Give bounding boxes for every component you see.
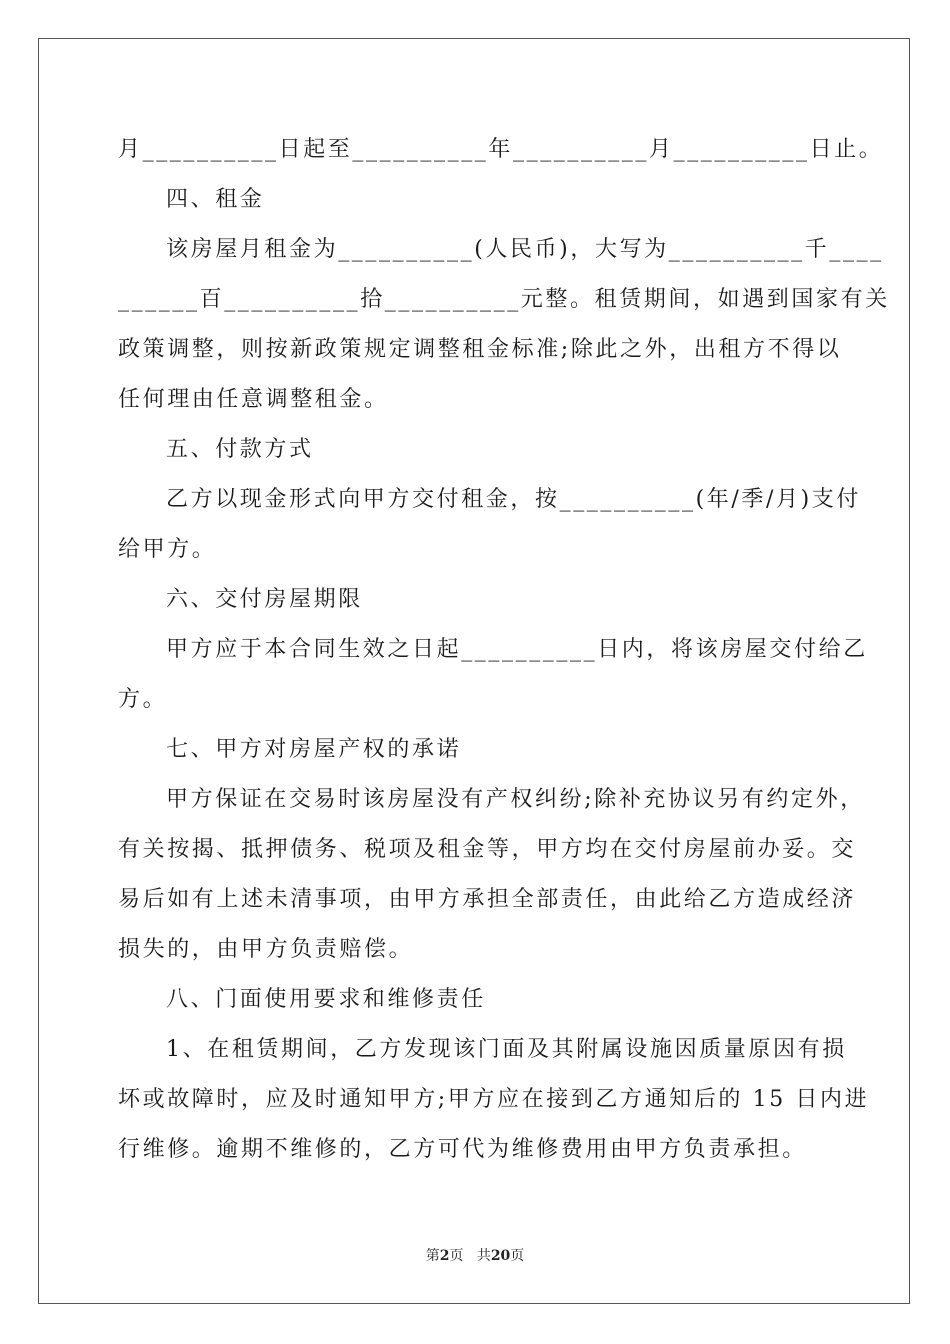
text-line: 损失的，由甲方负责赔偿。 (118, 937, 414, 962)
page-footer (0, 1245, 950, 1265)
section-heading-maintenance: 八、门面使用要求和维修责任 (166, 987, 486, 1012)
text-line: 有关按揭、抵押债务、税项及租金等，甲方均在交付房屋前办妥。交 (118, 837, 857, 862)
text-line: 行维修。逾期不维修的，乙方可代为维修费用由甲方负责承担。 (118, 1137, 807, 1162)
text-line: 该房屋月租金为__________(人民币)，大写为__________千____ (166, 237, 884, 262)
text-line: 月__________日起至__________年__________月__________日止。 (118, 137, 884, 162)
text-line: 乙方以现金形式向甲方交付租金，按__________(年/季/月)支付 (166, 487, 861, 512)
text-line: 给甲方。 (118, 537, 217, 562)
page-total: 20 (490, 1248, 511, 1264)
page-current: 2 (439, 1248, 450, 1264)
text-line: 1、在租赁期间，乙方发现该门面及其附属设施因质量原因有损 (166, 1037, 847, 1062)
section-heading-delivery: 六、交付房屋期限 (166, 587, 363, 612)
text-line: 方。 (118, 687, 168, 712)
text-line: ______百__________拾__________元整。租赁期间，如遇到国家有关 (118, 287, 890, 312)
section-heading-payment: 五、付款方式 (166, 437, 314, 462)
text-line: 甲方应于本合同生效之日起__________日内，将该房屋交付给乙 (166, 637, 868, 662)
total-prefix: 共 (476, 1248, 491, 1264)
text-line: 易后如有上述未清事项，由甲方承担全部责任，由此给乙方造成经济 (118, 887, 857, 912)
total-unit: 页 (510, 1248, 525, 1264)
section-heading-ownership: 七、甲方对房屋产权的承诺 (166, 737, 462, 762)
text-line: 政策调整，则按新政策规定调整租金标准;除此之外，出租方不得以 (118, 337, 842, 362)
text-line: 任何理由任意调整租金。 (118, 387, 389, 412)
document-body (118, 125, 890, 1175)
text-line: 甲方保证在交易时该房屋没有产权纠纷;除补充协议另有约定外， (166, 787, 865, 812)
page-unit: 页 (449, 1248, 464, 1264)
text-line: 坏或故障时，应及时通知甲方;甲方应在接到乙方通知后的 15 日内进 (118, 1087, 870, 1112)
section-heading-rent: 四、租金 (166, 187, 265, 212)
page-prefix: 第 (425, 1248, 440, 1264)
